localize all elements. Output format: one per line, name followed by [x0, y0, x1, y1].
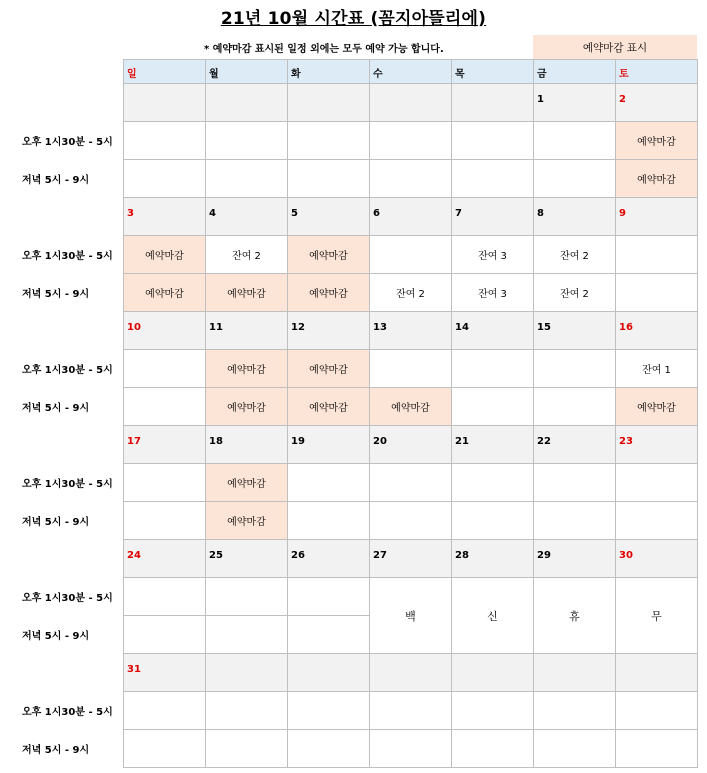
afternoon-slot-label: 오후 1시30분 - 5시 [22, 478, 113, 490]
afternoon-slot-cell [534, 350, 616, 388]
weekday-header: 토 [616, 60, 698, 84]
date-cell: 6 [370, 198, 452, 236]
date-cell [124, 84, 206, 122]
evening-slot-cell [206, 160, 288, 198]
evening-slot-label: 저녁 5시 - 9시 [22, 288, 90, 300]
afternoon-slot-label: 오후 1시30분 - 5시 [22, 136, 113, 148]
afternoon-slot-cell [124, 578, 206, 616]
date-cell [452, 84, 534, 122]
date-cell: 28 [452, 540, 534, 578]
afternoon-slot-cell [616, 236, 698, 274]
evening-slot-cell [124, 730, 206, 768]
date-cell: 10 [124, 312, 206, 350]
evening-slot-cell [616, 274, 698, 312]
afternoon-slot-cell [616, 692, 698, 730]
evening-slot-cell [534, 160, 616, 198]
evening-slot-cell: 잔여 2 [370, 274, 452, 312]
afternoon-slot-cell [206, 692, 288, 730]
date-cell [452, 654, 534, 692]
evening-slot-cell: 잔여 3 [452, 274, 534, 312]
evening-slot-cell [452, 160, 534, 198]
afternoon-slot-label: 오후 1시30분 - 5시 [22, 250, 113, 262]
afternoon-slot-cell [534, 122, 616, 160]
weekday-header: 일 [124, 60, 206, 84]
evening-slot-cell [534, 388, 616, 426]
date-cell: 20 [370, 426, 452, 464]
evening-slot-cell [616, 730, 698, 768]
weekday-header: 화 [288, 60, 370, 84]
evening-slot-cell [288, 616, 370, 654]
afternoon-slot-cell [452, 350, 534, 388]
afternoon-slot-cell [124, 350, 206, 388]
afternoon-slot-cell: 잔여 2 [206, 236, 288, 274]
evening-slot-cell: 예약마감 [206, 388, 288, 426]
date-cell: 5 [288, 198, 370, 236]
evening-slot-cell [616, 502, 698, 540]
evening-slot-label: 저녁 5시 - 9시 [22, 516, 90, 528]
evening-slot-cell: 잔여 2 [534, 274, 616, 312]
date-cell: 26 [288, 540, 370, 578]
date-cell: 13 [370, 312, 452, 350]
holiday-cell: 신 [452, 578, 534, 654]
afternoon-slot-cell [370, 236, 452, 274]
evening-slot-cell: 예약마감 [370, 388, 452, 426]
date-cell [206, 654, 288, 692]
afternoon-slot-label: 오후 1시30분 - 5시 [22, 592, 113, 604]
afternoon-slot-cell: 예약마감 [206, 464, 288, 502]
afternoon-slot-cell [124, 464, 206, 502]
date-cell: 9 [616, 198, 698, 236]
date-cell [288, 84, 370, 122]
afternoon-slot-cell [370, 464, 452, 502]
afternoon-slot-cell: 예약마감 [616, 122, 698, 160]
afternoon-slot-cell: 예약마감 [288, 236, 370, 274]
evening-slot-label: 저녁 5시 - 9시 [22, 402, 90, 414]
evening-slot-cell: 예약마감 [206, 502, 288, 540]
evening-slot-cell [370, 730, 452, 768]
afternoon-slot-cell: 예약마감 [124, 236, 206, 274]
date-cell: 19 [288, 426, 370, 464]
evening-slot-cell [452, 502, 534, 540]
date-cell: 21 [452, 426, 534, 464]
date-cell: 7 [452, 198, 534, 236]
evening-slot-cell: 예약마감 [288, 388, 370, 426]
evening-slot-cell: 예약마감 [288, 274, 370, 312]
date-cell: 29 [534, 540, 616, 578]
date-cell: 25 [206, 540, 288, 578]
date-cell: 4 [206, 198, 288, 236]
weekday-header: 금 [534, 60, 616, 84]
afternoon-slot-cell [288, 578, 370, 616]
date-cell [206, 84, 288, 122]
afternoon-slot-cell [288, 122, 370, 160]
afternoon-slot-cell [288, 692, 370, 730]
date-cell: 17 [124, 426, 206, 464]
holiday-cell: 무 [616, 578, 698, 654]
evening-slot-cell [534, 502, 616, 540]
date-cell: 23 [616, 426, 698, 464]
afternoon-slot-cell: 예약마감 [206, 350, 288, 388]
evening-slot-cell [288, 160, 370, 198]
date-cell: 16 [616, 312, 698, 350]
afternoon-slot-cell: 잔여 2 [534, 236, 616, 274]
afternoon-slot-cell: 잔여 3 [452, 236, 534, 274]
evening-slot-label: 저녁 5시 - 9시 [22, 744, 90, 756]
afternoon-slot-cell [616, 464, 698, 502]
afternoon-slot-label: 오후 1시30분 - 5시 [22, 364, 113, 376]
date-cell [370, 84, 452, 122]
afternoon-slot-cell [534, 464, 616, 502]
date-cell: 30 [616, 540, 698, 578]
afternoon-slot-cell [124, 692, 206, 730]
afternoon-slot-cell: 예약마감 [288, 350, 370, 388]
afternoon-slot-cell [206, 578, 288, 616]
date-cell: 18 [206, 426, 288, 464]
evening-slot-cell [206, 730, 288, 768]
afternoon-slot-cell [370, 692, 452, 730]
evening-slot-label: 저녁 5시 - 9시 [22, 630, 90, 642]
date-cell: 11 [206, 312, 288, 350]
date-cell [534, 654, 616, 692]
date-cell: 15 [534, 312, 616, 350]
date-cell [616, 654, 698, 692]
date-cell: 14 [452, 312, 534, 350]
holiday-cell: 백 [370, 578, 452, 654]
evening-slot-cell [124, 502, 206, 540]
date-cell: 3 [124, 198, 206, 236]
afternoon-slot-cell [370, 350, 452, 388]
afternoon-slot-cell [452, 122, 534, 160]
evening-slot-cell: 예약마감 [616, 388, 698, 426]
afternoon-slot-cell: 잔여 1 [616, 350, 698, 388]
evening-slot-cell [370, 160, 452, 198]
date-cell [288, 654, 370, 692]
afternoon-slot-cell [288, 464, 370, 502]
evening-slot-cell [534, 730, 616, 768]
evening-slot-cell [288, 730, 370, 768]
date-cell: 31 [124, 654, 206, 692]
closed-legend: 예약마감 표시 [533, 35, 697, 59]
afternoon-slot-label: 오후 1시30분 - 5시 [22, 706, 113, 718]
date-cell: 1 [534, 84, 616, 122]
afternoon-slot-cell [534, 692, 616, 730]
evening-slot-cell: 예약마감 [124, 274, 206, 312]
evening-slot-cell [124, 160, 206, 198]
availability-note: * 예약마감 표시된 일정 외에는 모두 예약 가능 합니다. [204, 44, 444, 55]
schedule-grid [123, 59, 698, 768]
date-cell: 24 [124, 540, 206, 578]
weekday-header: 월 [206, 60, 288, 84]
date-cell: 27 [370, 540, 452, 578]
date-cell: 12 [288, 312, 370, 350]
evening-slot-cell: 예약마감 [616, 160, 698, 198]
weekday-header: 수 [370, 60, 452, 84]
evening-slot-cell [206, 616, 288, 654]
date-cell: 8 [534, 198, 616, 236]
date-cell: 22 [534, 426, 616, 464]
evening-slot-cell [370, 502, 452, 540]
afternoon-slot-cell [452, 464, 534, 502]
evening-slot-cell: 예약마감 [206, 274, 288, 312]
evening-slot-cell [452, 730, 534, 768]
afternoon-slot-cell [206, 122, 288, 160]
page-title: 21년 10월 시간표 (꼼지아뜰리에) [220, 9, 487, 29]
afternoon-slot-cell [370, 122, 452, 160]
weekday-header: 목 [452, 60, 534, 84]
evening-slot-cell [124, 616, 206, 654]
date-cell [370, 654, 452, 692]
evening-slot-cell [124, 388, 206, 426]
evening-slot-cell [452, 388, 534, 426]
date-cell: 2 [616, 84, 698, 122]
afternoon-slot-cell [124, 122, 206, 160]
evening-slot-cell [288, 502, 370, 540]
evening-slot-label: 저녁 5시 - 9시 [22, 174, 90, 186]
holiday-cell: 휴 [534, 578, 616, 654]
afternoon-slot-cell [452, 692, 534, 730]
